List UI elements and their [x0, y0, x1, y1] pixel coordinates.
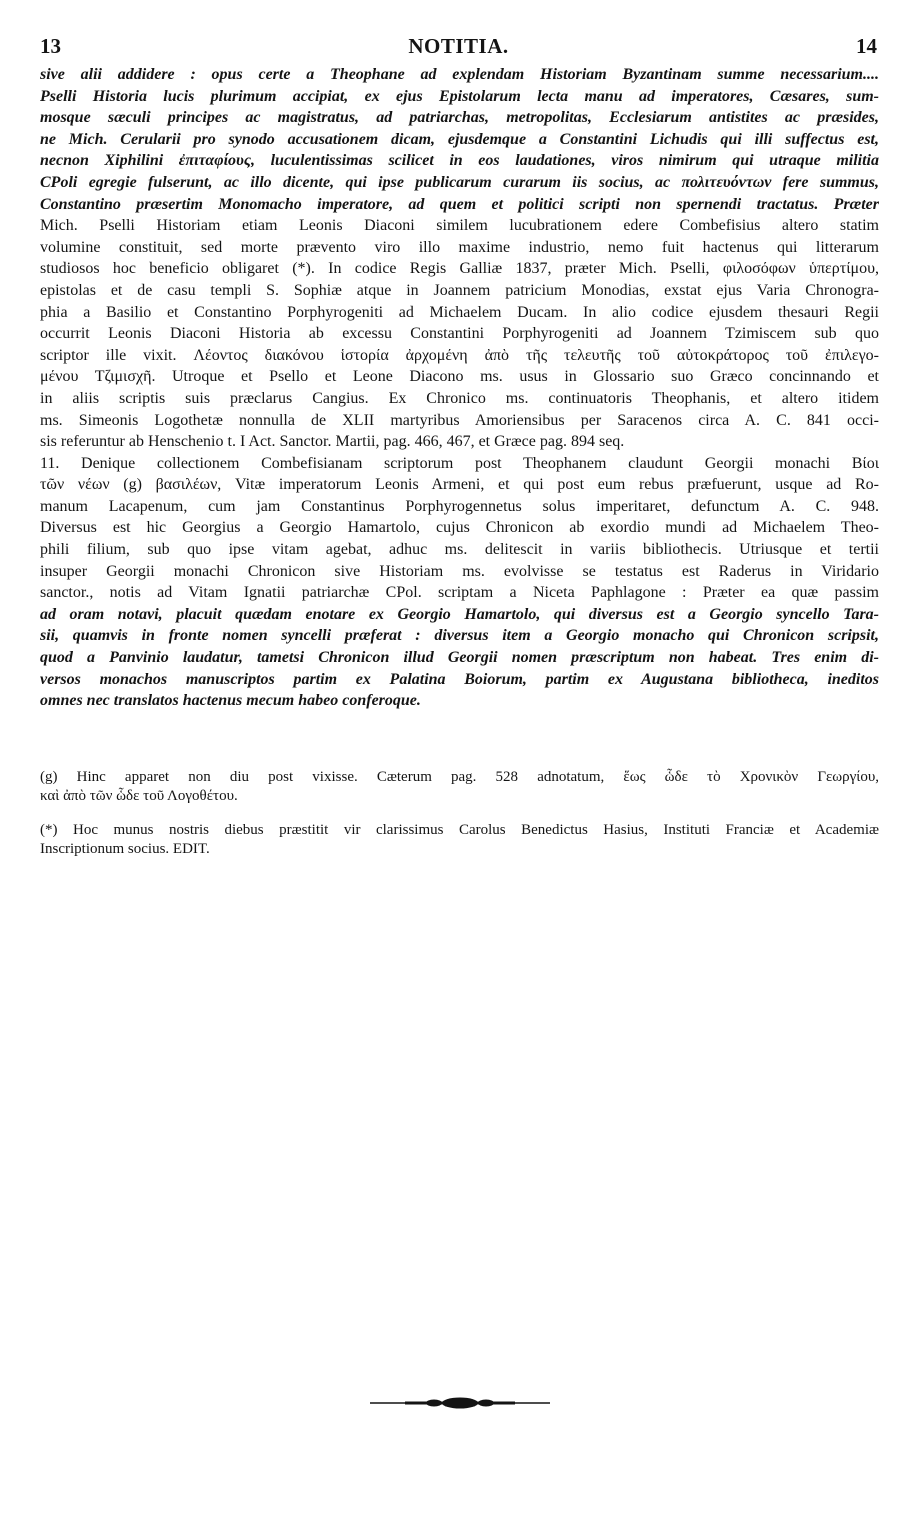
- text-line: Constantino præsertim Monomacho imperatore, ad quem et politici scripti non spernendi tractatus. Præter: [40, 195, 879, 213]
- footnote-g-line: καὶ ἀπὸ τῶν ὧδε τοῦ Λογοθέτου.: [40, 788, 238, 804]
- text-line: sanctor., notis ad Vitam Ignatii patriarchæ CPol. scriptam a Niceta Paphlagone : Præter ea quæ passim: [40, 584, 879, 602]
- footnote-star-line: (*) Hoc munus nostris diebus præstitit vir clarissimus Carolus Benedictus Hasius, Instituti Franciæ et Academiæ: [40, 822, 879, 838]
- text-line: phia a Basilio et Constantino Porphyrogeniti ad Michaelem Ducam. In alio codice ejusdem thesauri Regii: [40, 303, 879, 321]
- text-line: ne Mich. Cerularii pro synodo accusationem dicam, ejusdemque a Constantini Lichudis qui illi suffectus est,: [40, 130, 879, 148]
- text-line: 11. Denique collectionem Combefisianam scriptorum post Theophanem claudunt Georgii monachi Βίοι: [40, 454, 879, 472]
- text-line: ms. Simeonis Logothetæ nonnulla de XLII martyribus Amoriensibus per Saracenos circa A. C. 841 occi-: [40, 411, 879, 429]
- text-line: phili filium, sub quo ipse vitam agebat, adhuc ms. delitescit in variis bibliothecis. Utriusque et tertii: [40, 541, 879, 559]
- text-line: Mich. Pselli Historiam etiam Leonis Diaconi similem lucubrationem edere Combefisius altero statim: [40, 217, 879, 235]
- text-line: occurrit Leonis Diaconi Historia ab excessu Constantini Porphyrogeniti ad Joannem Tzimiscem sub quo: [40, 325, 879, 343]
- text-line: CPoli egregie fulserunt, ac illo dicente, qui ipse publicarum curarum iis socius, ac πολιτευόντων fere summus,: [40, 173, 879, 191]
- text-line: in aliis scriptis suis præclarus Cangius. Ex Chronico ms. continuatoris Theophanis, et altero itidem: [40, 389, 879, 407]
- text-line: Diversus est hic Georgius a Georgio Hamartolo, cujus Chronicon ab exordio mundi ad Michaelem Theo-: [40, 519, 879, 537]
- text-line: omnes nec translatos hactenus mecum habeo conferoque.: [40, 692, 421, 710]
- page-number-right: 14: [856, 34, 877, 58]
- text-line: sive alii addidere : opus certe a Theophane ad explendam Historiam Byzantinam summe necessarium....: [40, 66, 879, 83]
- text-line: manum Lacapenum, cum jam Constantinus Porphyrogennetus solus imperitaret, defunctum A. C. 948.: [40, 497, 879, 515]
- footnotes: [40, 768, 879, 859]
- main-text: [40, 64, 879, 712]
- text-line: τῶν νέων (g) βασιλέων, Vitæ imperatorum Leonis Armeni, et qui post eum rebus præfuerunt, usque ad Ro-: [40, 476, 879, 494]
- text-line: versos monachos manuscriptos partim ex Palatina Boiorum, partim ex Augustana bibliotheca, ineditos: [40, 670, 879, 688]
- page-number-left: 13: [40, 34, 61, 58]
- text-line: mosque sæculi principes ac magistratus, ad patriarchas, metropolitas, Ecclesiarum antistites ac præsides,: [40, 109, 879, 127]
- text-line: Pselli Historia lucis plurimum accipiat, ex ejus Epistolarum lecta manu ad imperatores, Cæsares, sum-: [40, 87, 879, 105]
- running-title: NOTITIA.: [408, 34, 509, 58]
- footnote-g-line: (g) Hinc apparet non diu post vixisse. Cæterum pag. 528 adnotatum, ἕως ὧδε τὸ Χρονικὸν Γεωργίου,: [40, 769, 879, 785]
- text-line: sis referuntur ab Henschenio t. I Act. Sanctor. Martii, pag. 466, 467, et Græce pag. 894 seq.: [40, 433, 625, 451]
- text-line: ad oram notavi, placuit quædam enotare ex Georgio Hamartolo, qui diversus est a Georgio syncello Tara-: [40, 605, 879, 623]
- text-line: epistolas et de casu templi S. Sophiæ atque in Joannem patricium Monodias, exstat ejus Varia Chronogra-: [40, 281, 879, 299]
- text-line: μένου Τζιμισχῆ. Utroque et Psello et Leone Diacono ms. usus in Glossario suo Græco concinnando et: [40, 368, 879, 386]
- text-line: quod a Panvinio laudatur, tametsi Chronicon illud Georgii nomen præscriptum non habeat. Tres enim di-: [40, 649, 879, 667]
- text-line: volumine constituit, sed morte prævento viro illo maxime industrio, nemo fuit hactenus qui litterarum: [40, 238, 879, 256]
- footnote-star-line: Inscriptionum socius. EDIT.: [40, 841, 210, 857]
- text-line: scriptor ille vixit. Λέοντος διακόνου ἱστορία ἀρχομένη ἀπὸ τῆς τελευτῆς τοῦ αὐτοκράτορος τοῦ ἐπιλεγο-: [40, 346, 879, 364]
- text-line: studiosos hoc beneficio obligaret (*). In codice Regis Galliæ 1837, præter Mich. Pselli, φιλοσόφων ὑπερτίμου,: [40, 260, 879, 278]
- text-line: sii, quamvis in fronte nomen syncelli præferat : diversus item a Georgio monacho qui Chronicon scripsit,: [40, 627, 879, 645]
- text-line: necnon Xiphilini ἐπιταφίους, luculentissimas scilicet in eos laudationes, viros nimirum qui utraque militia: [40, 152, 879, 170]
- ornament-divider-icon: [370, 1396, 550, 1410]
- running-header: [40, 34, 877, 62]
- text-line: insuper Georgii monachi Chronicon sive Historiam ms. evolvisse se testatus est Raderus in Viridario: [40, 562, 879, 580]
